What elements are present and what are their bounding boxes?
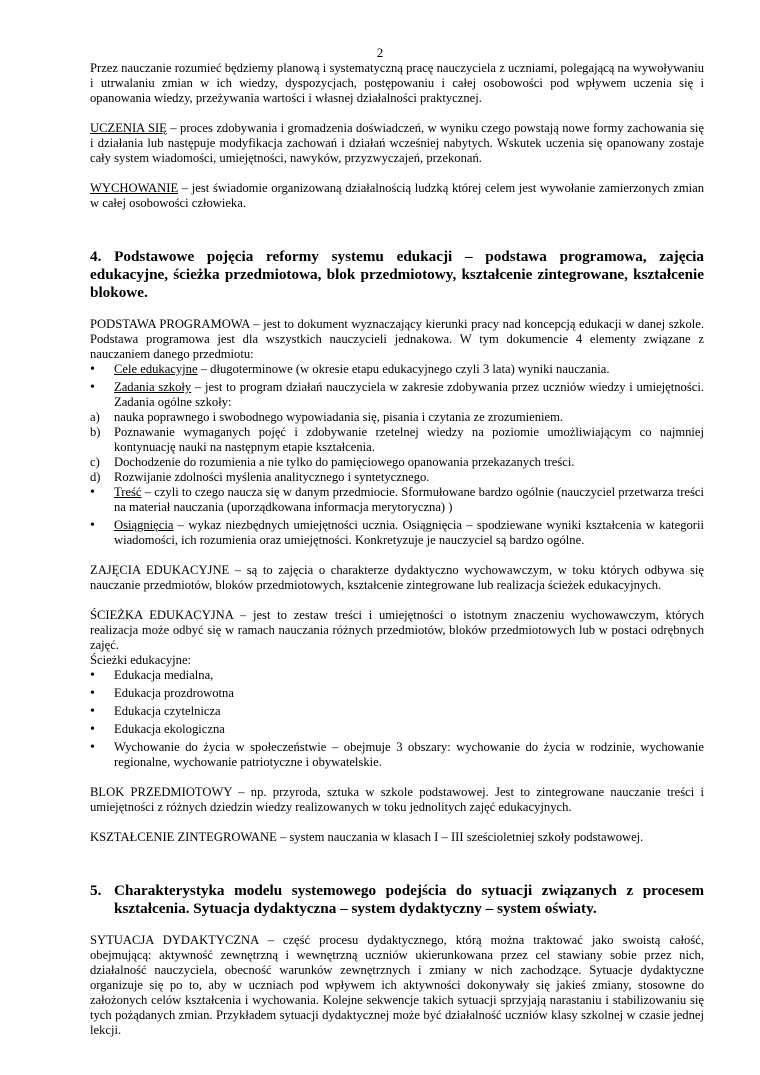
ksztalcenie-zintegrowane-paragraph: KSZTAŁCENIE ZINTEGROWANE – system nauczania w klasach I – III sześcioletniej szkoły podstawowej.: [90, 830, 644, 844]
section-5-heading: [90, 882, 704, 918]
list-item: [90, 704, 704, 719]
bullet-glyph: •: [90, 722, 95, 737]
list-item: [90, 470, 704, 485]
sytuacja-dydaktyczna-paragraph: SYTUACJA DYDAKTYCZNA – część procesu dydaktycznego, którą można traktować jako swoistą całość, obejmującą: aktywność zewnętrzną i wewnętrzną uczniów ukierunkowana przez cel stawiany sobie przez nich, działalność nauczyciela, obecność warunków zewnętrznych i zmiany w nich zachodzące. Sytuacje dydaktyczne organizuje się po to, aby w uczniach pod wpływem ich aktywności dokonywały się jakieś zmiany, stosowne do założonych celów kształcenia i wychowania. Kolejne sekwencje takich sytuacji sprzyjają narastaniu i stabilizowaniu się tych pożądanych zmian. Przykładem sytuacji dydaktycznej może być działalność uczniów klasy szkolnej w czasie jednej lekcji.: [90, 933, 704, 1037]
podstawa-bullet-list-2: [90, 485, 704, 548]
list-item-text: nauka poprawnego i swobodnego wypowiadania się, pisania i czytania ze zrozumieniem.: [114, 410, 564, 424]
cele-edukacyjne-term: Cele edukacyjne: [114, 362, 198, 376]
section-4-heading: 4. Podstawowe pojęcia reformy systemu edukacji – podstawa programowa, zajęcia edukacyjne, ścieżka przedmiotowa, blok przedmiotowy, kształcenie zintegrowane, kształcenie blokowe.: [90, 248, 704, 301]
sciezki-list: [90, 668, 704, 770]
wychowanie-paragraph: [90, 181, 704, 211]
list-marker: c): [90, 455, 100, 469]
list-item-text: Edukacja medialna,: [114, 668, 214, 682]
bullet-glyph: •: [90, 362, 95, 377]
tresc-text: – czyli to czego naucza się w danym przedmiocie. Sformułowane bardzo ogólnie (nauczyciel przetwarza treści na materiał nauczania (uporządkowana informacja merytoryczna) ): [114, 485, 704, 514]
list-item-text: Wychowanie do życia w społeczeństwie – obejmuje 3 obszary: wychowanie do życia w rodzinie, wychowanie regionalne, wychowanie patriotyczne i obywatelskie.: [114, 740, 704, 769]
podstawa-programowa-paragraph: PODSTAWA PROGRAMOWA – jest to dokument wyznaczający kierunki pracy nad koncepcją edukacji w danej szkole. Podstawa programowa jest dla wszystkich nauczycieli jednakowa. W tym dokumencie 4 elementy związane z nauczaniem danego przedmiotu:: [90, 317, 704, 361]
list-item-text: Rozwijanie zdolności myślenia analitycznego i syntetycznego.: [114, 470, 430, 484]
lettered-list: [90, 410, 704, 485]
list-item: [90, 425, 704, 455]
list-item-text: Edukacja prozdrowotna: [114, 686, 234, 700]
bullet-glyph: •: [90, 518, 95, 533]
sciezki-label: Ścieżki edukacyjne:: [90, 653, 192, 667]
list-item: [90, 722, 704, 737]
zadania-szkoly-term: Zadania szkoły: [114, 380, 192, 394]
list-item: [90, 740, 704, 770]
section-5-title: Charakterystyka modelu systemowego podejścia do sytuacji związanych z procesem kształcenia. Sytuacja dydaktyczna – system dydaktyczny – system oświaty.: [114, 882, 704, 917]
list-marker: a): [90, 410, 100, 424]
zajecia-edukacyjne-paragraph: ZAJĘCIA EDUKACYJNE – są to zajęcia o charakterze dydaktyczno wychowawczym, w toku których odbywa się nauczanie przedmiotów, bloków przedmiotowych, kształcenie zintegrowane lub realizacja ścieżek edukacyjnych.: [90, 563, 704, 592]
uczenia-sie-paragraph: [90, 121, 704, 166]
bullet-glyph: •: [90, 704, 95, 719]
bullet-glyph: •: [90, 485, 95, 500]
blok-przedmiotowy-paragraph: BLOK PRZEDMIOTOWY – np. przyroda, sztuka w szkole podstawowej. Jest to zintegrowane nauczanie treści i umiejętności z różnych dziedzin wiedzy realizowanych w toku jednolitych zajęć edukacyjnych.: [90, 785, 704, 814]
sciezka-edukacyjna-paragraph: ŚCIEŻKA EDUKACYJNA – jest to zestaw treści i umiejętności o istotnym znaczeniu wychowawczym, których realizacja może odbyć się w ramach nauczania różnych przedmiotów, bloków przedmiotowych lub w postaci odrębnych zajęć.: [90, 608, 704, 652]
wychowanie-definition: – jest świadomie organizowaną działalnością ludzką której celem jest wywołanie zamierzonych zmian w całej osobowości człowieka.: [90, 181, 704, 210]
list-item: [90, 362, 704, 377]
podstawa-bullet-list: [90, 362, 704, 410]
list-item-text: Poznawanie wymaganych pojęć i zdobywanie rzetelnej wiedzy na poziomie umożliwiającym co najmniej kontynuację nauki na następnym etapie kształcenia.: [114, 425, 704, 454]
list-marker: b): [90, 425, 101, 439]
osiagniecia-text: – wykaz niezbędnych umiejętności ucznia. Osiągnięcia – spodziewane wyniki kształcenia w kategorii wiadomości, ich rozumienia oraz umiejętności. Konkretyzuje je nauczyciel są bardzo ogólne.: [114, 518, 704, 547]
bullet-glyph: •: [90, 740, 95, 755]
list-item-text: Dochodzenie do rozumienia a nie tylko do pamięciowego opanowania przekazanych treści.: [114, 455, 575, 469]
page-number: 2: [376, 45, 384, 60]
list-item-text: Edukacja czytelnicza: [114, 704, 221, 718]
bullet-glyph: •: [90, 686, 95, 701]
list-marker: d): [90, 470, 101, 484]
bullet-glyph: •: [90, 668, 95, 683]
list-item-text: Edukacja ekologiczna: [114, 722, 225, 736]
uczenia-sie-definition: – proces zdobywania i gromadzenia doświadczeń, w wyniku czego powstają nowe formy zachowania się i działania lub następuje modyfikacja zachowań i działań wcześniej nabytych. Wskutek uczenia się opanowany zostaje cały system wiadomości, umiejętności, nawyków, przyzwyczajeń, przekonań.: [90, 121, 704, 165]
list-item: [90, 686, 704, 701]
zadania-szkoly-text: – jest to program działań nauczyciela w zakresie zdobywania przez uczniów wiedzy i umiejętności. Zadania ogólne szkoły:: [114, 380, 704, 409]
page-content: [90, 61, 704, 1038]
cele-edukacyjne-text: – długoterminowe (w okresie etapu edukacyjnego czyli 3 lata) wyniki nauczania.: [197, 362, 610, 376]
list-item: [90, 485, 704, 515]
section-5-number: 5.: [90, 882, 102, 899]
list-item: [90, 518, 704, 548]
intro-paragraph: Przez nauczanie rozumieć będziemy planową i systematyczną pracę nauczyciela z uczniami, polegającą na wywoływaniu i utrwalaniu zmian w ich wiedzy, dyspozycjach, postępowaniu i całej osobowości pod wpływem uczenia się i opanowania wiedzy, przeżywania wartości i własnej działalności praktycznej.: [90, 61, 704, 105]
bullet-glyph: •: [90, 380, 95, 395]
wychowanie-term: WYCHOWANIE: [90, 181, 179, 195]
tresc-term: Treść: [114, 485, 142, 499]
osiagniecia-term: Osiągnięcia: [114, 518, 174, 532]
list-item: [90, 410, 704, 425]
uczenia-sie-term: UCZENIA SIĘ: [90, 121, 167, 135]
list-item: [90, 668, 704, 683]
list-item: [90, 455, 704, 470]
list-item: [90, 380, 704, 410]
